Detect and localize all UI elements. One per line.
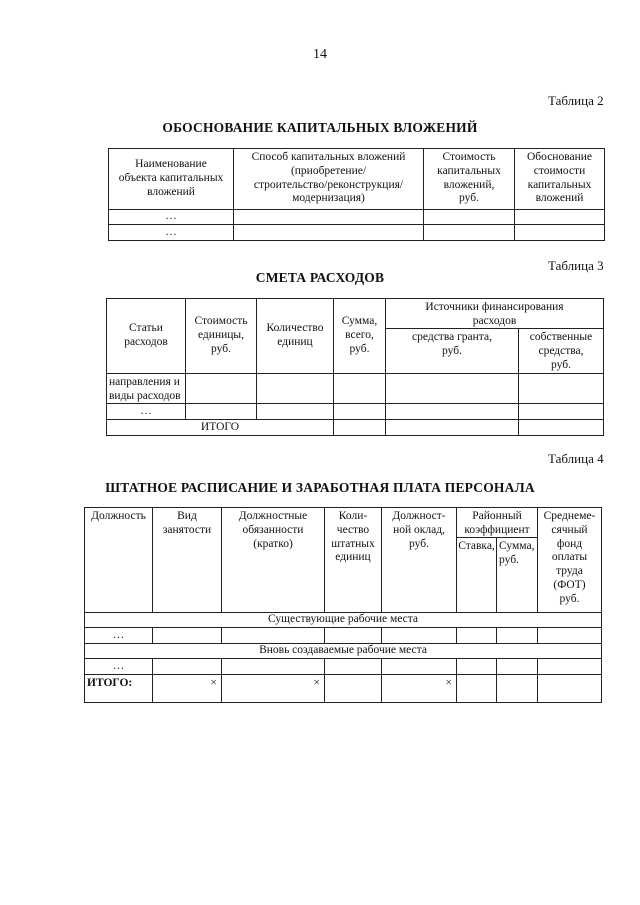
new-row-cell-4 (324, 658, 382, 675)
table3-row-2-cell-3 (256, 403, 334, 420)
header-cost-justification: Обоснование стоимости капитальных вложений (514, 148, 605, 210)
existing-row-ellipsis: … (84, 627, 153, 644)
table2-title: ОБОСНОВАНИЕ КАПИТАЛЬНЫХ ВЛОЖЕНИЙ (162, 120, 478, 135)
header-grant-funds: средства гранта, руб. (385, 328, 519, 374)
table3-caption: Таблица 3 (548, 258, 604, 273)
header-expense-items: Статьи расходов (106, 298, 186, 374)
table3-title: СМЕТА РАСХОДОВ (255, 270, 385, 285)
table2-row-2-cell-3 (423, 224, 515, 241)
existing-row-cell-8 (537, 627, 602, 644)
new-row-cell-7 (496, 658, 538, 675)
header-investment-cost: Стоимость капитальных вложений, руб. (423, 148, 515, 210)
table3-row-2-cell-5 (385, 403, 519, 420)
table3-row-2-cell-4 (333, 403, 386, 420)
total-payroll-fund (537, 674, 602, 703)
table2-row-1-cell-2 (233, 209, 424, 225)
header-unit-cost: Стоимость единицы, руб. (185, 298, 257, 374)
header-employment-type: Вид занятости (152, 507, 222, 613)
total-duties-cross: × (221, 674, 325, 703)
table2-caption: Таблица 2 (548, 93, 604, 108)
table3-row-2-cell-6 (518, 403, 604, 420)
table2-row-2-cell-1: … (108, 224, 234, 241)
header-own-funds: собственные средства, руб. (518, 328, 604, 374)
table3-total-grant (385, 419, 519, 436)
total-salary-cross: × (381, 674, 457, 703)
header-position: Должность (84, 507, 153, 613)
header-job-duties: Должностные обязанности (кратко) (221, 507, 325, 613)
header-funding-sources: Источники финансирования расходов (385, 298, 604, 329)
table3-row-ellipsis: … (106, 403, 186, 420)
total-employment-cross: × (152, 674, 222, 703)
new-row-cell-6 (456, 658, 497, 675)
existing-row-cell-4 (324, 627, 382, 644)
header-payroll-fund: Среднеме- сячный фонд оплаты труда (ФОТ) руб. (537, 507, 602, 613)
total-sum (496, 674, 538, 703)
table2-row-1-cell-4 (514, 209, 605, 225)
header-total-sum: Сумма, всего, руб. (333, 298, 386, 374)
header-quantity: Количество единиц (256, 298, 334, 374)
new-row-cell-2 (152, 658, 222, 675)
header-salary: Должност- ной оклад, руб. (381, 507, 457, 613)
table2-row-1-cell-1: … (108, 209, 234, 225)
table2-row-2-cell-4 (514, 224, 605, 241)
header-rate: Ставка, (456, 537, 497, 613)
existing-row-cell-7 (496, 627, 538, 644)
table3-total-sum (333, 419, 386, 436)
table4-caption: Таблица 4 (548, 451, 604, 466)
section-new-jobs: Вновь создаваемые рабочие места (84, 643, 602, 659)
table3-total-label: ИТОГО (106, 419, 334, 436)
page-number: 14 (313, 47, 327, 62)
table3-row-1-cell-2 (185, 373, 257, 404)
total-rate (456, 674, 497, 703)
existing-row-cell-6 (456, 627, 497, 644)
new-row-ellipsis: … (84, 658, 153, 675)
table3-row-1-cell-4 (333, 373, 386, 404)
table3-row-1-cell-6 (518, 373, 604, 404)
header-sum: Сумма, руб. (496, 537, 538, 613)
existing-row-cell-3 (221, 627, 325, 644)
new-row-cell-5 (381, 658, 457, 675)
new-row-cell-3 (221, 658, 325, 675)
table2-row-2-cell-2 (233, 224, 424, 241)
row-expense-directions: направления и виды расходов (106, 373, 186, 404)
table3-row-2-cell-2 (185, 403, 257, 420)
table4-title: ШТАТНОЕ РАСПИСАНИЕ И ЗАРАБОТНАЯ ПЛАТА ПЕРСОНАЛА (105, 480, 535, 495)
section-existing-jobs: Существующие рабочие места (84, 612, 602, 628)
existing-row-cell-5 (381, 627, 457, 644)
table3-total-own (518, 419, 604, 436)
existing-row-cell-2 (152, 627, 222, 644)
table4-total-label: ИТОГО: (84, 674, 153, 703)
header-regional-coefficient: Районный коэффициент (456, 507, 538, 538)
table2-row-1-cell-3 (423, 209, 515, 225)
header-object-name: Наименование объекта капитальных вложений (108, 148, 234, 210)
total-staff-count (324, 674, 382, 703)
header-staff-count: Коли- чество штатных единиц (324, 507, 382, 613)
new-row-cell-8 (537, 658, 602, 675)
table3-row-1-cell-3 (256, 373, 334, 404)
header-investment-method: Способ капитальных вложений (приобретение/ строительство/реконструкция/ модернизация) (233, 148, 424, 210)
table3-row-1-cell-5 (385, 373, 519, 404)
